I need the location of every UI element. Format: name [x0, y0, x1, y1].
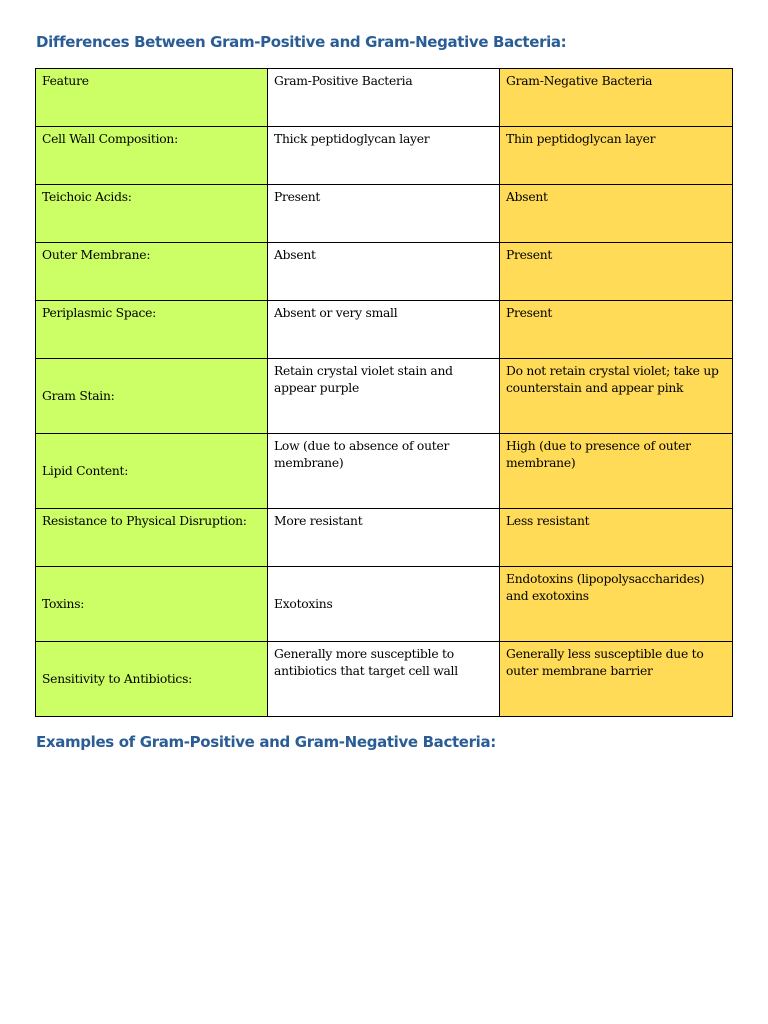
- table-row: [36, 567, 733, 642]
- feature-cell: Outer Membrane:: [36, 243, 268, 301]
- gram-negative-cell: High (due to presence of outer membrane): [500, 434, 733, 509]
- feature-cell: Toxins:: [36, 567, 268, 642]
- feature-cell: Teichoic Acids:: [36, 185, 268, 243]
- table-row: [36, 359, 733, 434]
- table-row: [36, 301, 733, 359]
- gram-negative-cell: Absent: [500, 185, 733, 243]
- gram-positive-cell: Present: [268, 185, 500, 243]
- examples-heading: Examples of Gram-Positive and Gram-Negative Bacteria:: [36, 733, 496, 751]
- gram-negative-cell: Less resistant: [500, 509, 733, 567]
- differences-heading: Differences Between Gram-Positive and Gram-Negative Bacteria:: [36, 33, 567, 51]
- table-row: [36, 185, 733, 243]
- gram-positive-cell: Absent or very small: [268, 301, 500, 359]
- table-row: [36, 509, 733, 567]
- table-row: [36, 127, 733, 185]
- table-header-row: [36, 69, 733, 127]
- gram-negative-cell: Do not retain crystal violet; take up counterstain and appear pink: [500, 359, 733, 434]
- gram-positive-cell: Absent: [268, 243, 500, 301]
- gram-negative-cell: Present: [500, 301, 733, 359]
- gram-negative-cell: Thin peptidoglycan layer: [500, 127, 733, 185]
- comparison-table: [35, 68, 733, 717]
- feature-cell: Cell Wall Composition:: [36, 127, 268, 185]
- table-row: [36, 243, 733, 301]
- table-row: [36, 434, 733, 509]
- header-gram-negative-cell: Gram-Negative Bacteria: [500, 69, 733, 127]
- gram-positive-cell: Exotoxins: [268, 567, 500, 642]
- gram-positive-cell: Low (due to absence of outer membrane): [268, 434, 500, 509]
- feature-cell: Resistance to Physical Disruption:: [36, 509, 268, 567]
- gram-positive-cell: Thick peptidoglycan layer: [268, 127, 500, 185]
- feature-cell: Periplasmic Space:: [36, 301, 268, 359]
- header-gram-positive-cell: Gram-Positive Bacteria: [268, 69, 500, 127]
- gram-positive-cell: Retain crystal violet stain and appear purple: [268, 359, 500, 434]
- gram-positive-cell: Generally more susceptible to antibiotics that target cell wall: [268, 642, 500, 717]
- header-feature-cell: Feature: [36, 69, 268, 127]
- feature-cell: Lipid Content:: [36, 434, 268, 509]
- feature-cell: Sensitivity to Antibiotics:: [36, 642, 268, 717]
- gram-negative-cell: Generally less susceptible due to outer membrane barrier: [500, 642, 733, 717]
- table-row: [36, 642, 733, 717]
- feature-cell: Gram Stain:: [36, 359, 268, 434]
- gram-positive-cell: More resistant: [268, 509, 500, 567]
- gram-negative-cell: Endotoxins (lipopolysaccharides) and exotoxins: [500, 567, 733, 642]
- gram-negative-cell: Present: [500, 243, 733, 301]
